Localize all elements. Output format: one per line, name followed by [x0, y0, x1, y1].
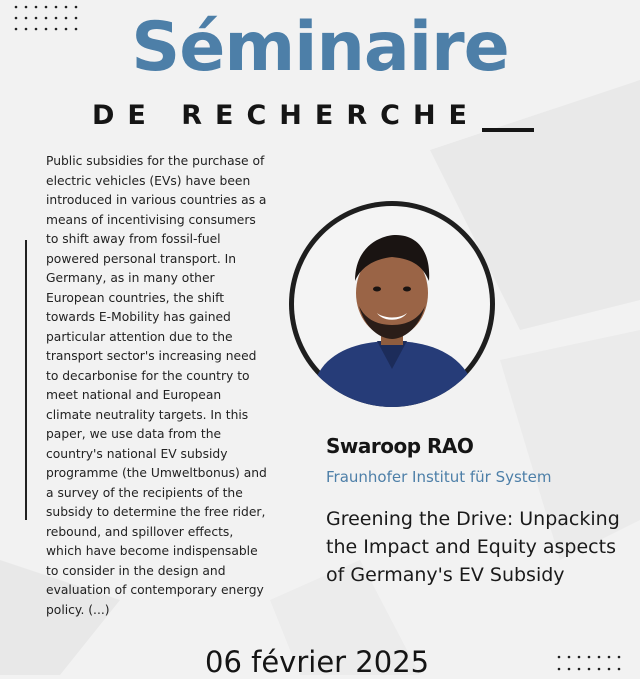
- page-subtitle: DE RECHERCHE: [92, 100, 480, 131]
- subtitle-underline: [482, 128, 534, 132]
- speaker-affiliation: Fraunhofer Institut für System: [326, 468, 552, 486]
- abstract-divider: [25, 240, 27, 520]
- dots-decoration-bottom: [556, 654, 624, 675]
- page-title: Séminaire: [131, 8, 509, 87]
- speaker-photo: [289, 201, 495, 407]
- talk-title: Greening the Drive: Unpacking the Impact and Equity aspects of Germany's EV Subsidy: [326, 508, 620, 586]
- event-date: 06 février 2025: [205, 645, 430, 679]
- speaker-name: Swaroop RAO: [326, 434, 474, 458]
- abstract-text: Public subsidies for the purchase of electric vehicles (EVs) have been introduced in various countries as a means of incentivising consumers to shift away from fossil-fuel powered personal transport. In Germany, as in many other European countries, the shift towards E-Mobility has gained particular attention due to the transport sector's increasing need to decarbonise for the country to meet national and European climate neutrality targets. In this paper, we use data from the country's national EV subsidy programme (the Umweltbonus) and a survey of the recipients of the subsidy to determine the free rider, rebound, and spillover effects, which have become indispensable to consider in the design and evaluation of contemporary energy policy. (...): [46, 154, 267, 617]
